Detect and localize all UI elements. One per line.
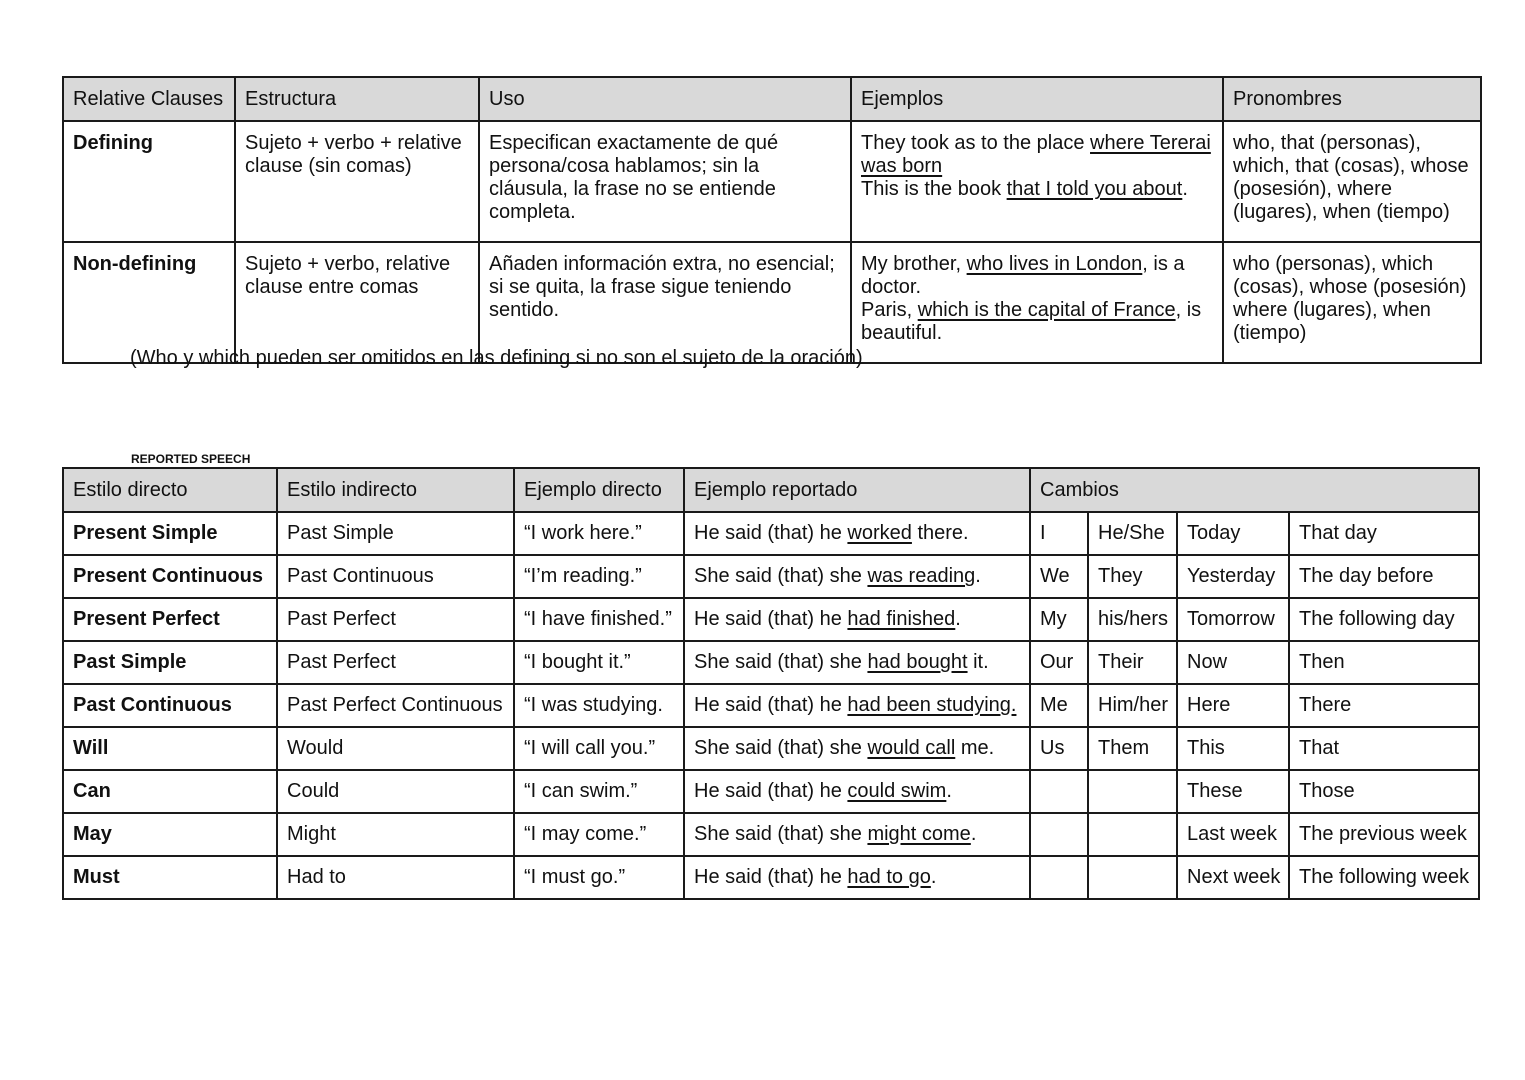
change-pronoun-from: Us	[1030, 727, 1088, 770]
change-time-to: There	[1289, 684, 1479, 727]
example-text: , is beautiful.	[861, 299, 1202, 344]
column-header: Ejemplo directo	[514, 468, 684, 512]
reported-verb: would call	[867, 737, 956, 759]
direct-example: “I have finished.”	[514, 598, 684, 641]
change-time-from: These	[1177, 770, 1289, 813]
reported-text: He said (that) he	[694, 866, 848, 888]
table-row	[63, 727, 1479, 770]
indirect-tense: Past Perfect	[277, 598, 514, 641]
reported-text: there.	[911, 522, 969, 544]
table-row	[63, 598, 1479, 641]
reported-text: .	[955, 608, 961, 630]
indirect-tense: Had to	[277, 856, 514, 899]
example-clause: that I told you about	[1006, 178, 1183, 200]
change-time-to: The following week	[1289, 856, 1479, 899]
pronouns-cell: who, that (personas), which, that (cosas), whose (posesión), where (lugares), when (tiempo)	[1223, 121, 1481, 242]
direct-tense: Past Simple	[63, 641, 277, 684]
reported-verb: could swim	[847, 780, 947, 802]
change-time-to: Those	[1289, 770, 1479, 813]
direct-example: “I was studying.	[514, 684, 684, 727]
reported-verb: had been studying.	[847, 694, 1017, 716]
change-pronoun-to: He/She	[1088, 512, 1177, 555]
change-pronoun-to: Them	[1088, 727, 1177, 770]
change-time-to: That day	[1289, 512, 1479, 555]
change-time-to: Then	[1289, 641, 1479, 684]
table-row	[63, 856, 1479, 899]
clause-type: Defining	[63, 121, 235, 242]
indirect-tense: Past Simple	[277, 512, 514, 555]
reported-example	[684, 641, 1030, 684]
reported-verb: had finished	[847, 608, 956, 630]
reported-speech-header-row	[63, 468, 1479, 512]
change-pronoun-to: Their	[1088, 641, 1177, 684]
change-time-from: Yesterday	[1177, 555, 1289, 598]
column-header: Uso	[479, 77, 851, 121]
example-text: My brother,	[861, 253, 967, 275]
table-row	[63, 512, 1479, 555]
direct-tense: May	[63, 813, 277, 856]
direct-tense: Past Continuous	[63, 684, 277, 727]
change-time-from: Tomorrow	[1177, 598, 1289, 641]
table-row	[63, 770, 1479, 813]
indirect-tense: Past Continuous	[277, 555, 514, 598]
direct-tense: Can	[63, 770, 277, 813]
reported-verb: had bought	[867, 651, 968, 673]
reported-text: .	[975, 565, 981, 587]
reported-text: She said (that) she	[694, 565, 868, 587]
direct-example: “I must go.”	[514, 856, 684, 899]
change-pronoun-from	[1030, 813, 1088, 856]
change-time-from: This	[1177, 727, 1289, 770]
reported-text: She said (that) she	[694, 737, 868, 759]
direct-example: “I’m reading.”	[514, 555, 684, 598]
reported-text: me.	[955, 737, 995, 759]
reported-verb: might come	[867, 823, 971, 845]
column-header: Estructura	[235, 77, 479, 121]
use-cell: Especifican exactamente de qué persona/cosa hablamos; sin la cláusula, la frase no se entiende completa.	[479, 121, 851, 242]
relative-clauses-table	[62, 76, 1482, 364]
reported-verb: had to go	[847, 866, 931, 888]
reported-example	[684, 684, 1030, 727]
reported-text: She said (that) she	[694, 823, 868, 845]
reported-example	[684, 555, 1030, 598]
use-cell: Añaden información extra, no esencial; si se quita, la frase sigue teniendo sentido.	[479, 242, 851, 363]
example-clause: which is the capital of France	[917, 299, 1176, 321]
change-pronoun-from: We	[1030, 555, 1088, 598]
example-text: , is a doctor.	[861, 253, 1185, 298]
column-header: Estilo indirecto	[277, 468, 514, 512]
change-pronoun-from: I	[1030, 512, 1088, 555]
reported-text: .	[970, 823, 977, 845]
reported-example	[684, 727, 1030, 770]
example-clause: who lives in London	[966, 253, 1143, 275]
reported-text: He said (that) he	[694, 608, 848, 630]
reported-text: it.	[967, 651, 989, 673]
change-time-to: The day before	[1289, 555, 1479, 598]
table-row	[63, 684, 1479, 727]
example-text: .	[1182, 178, 1188, 200]
reported-text: .	[946, 780, 952, 802]
change-pronoun-to	[1088, 770, 1177, 813]
reported-speech-table	[62, 467, 1480, 900]
reported-example	[684, 813, 1030, 856]
structure-cell: Sujeto + verbo, relative clause entre comas	[235, 242, 479, 363]
change-pronoun-from: Our	[1030, 641, 1088, 684]
example-text: They took as to the place	[861, 132, 1091, 154]
change-pronoun-from: My	[1030, 598, 1088, 641]
examples-cell	[851, 121, 1223, 242]
column-header: Pronombres	[1223, 77, 1481, 121]
reported-text: He said (that) he	[694, 780, 848, 802]
change-pronoun-to	[1088, 813, 1177, 856]
examples-cell	[851, 242, 1223, 363]
indirect-tense: Past Perfect	[277, 641, 514, 684]
column-header: Relative Clauses	[63, 77, 235, 121]
column-header: Ejemplos	[851, 77, 1223, 121]
change-pronoun-from	[1030, 856, 1088, 899]
indirect-tense: Could	[277, 770, 514, 813]
change-time-from: Today	[1177, 512, 1289, 555]
direct-example: “I can swim.”	[514, 770, 684, 813]
change-pronoun-from: Me	[1030, 684, 1088, 727]
reported-example	[684, 512, 1030, 555]
reported-text: .	[930, 866, 937, 888]
reported-text: She said (that) she	[694, 651, 868, 673]
direct-example: “I will call you.”	[514, 727, 684, 770]
reported-example	[684, 770, 1030, 813]
omission-note: (Who y which pueden ser omitidos en las defining si no son el sujeto de la oración)	[130, 347, 863, 369]
direct-example: “I bought it.”	[514, 641, 684, 684]
direct-tense: Will	[63, 727, 277, 770]
direct-tense: Present Perfect	[63, 598, 277, 641]
change-time-to: The previous week	[1289, 813, 1479, 856]
table-row	[63, 121, 1481, 242]
change-time-from: Last week	[1177, 813, 1289, 856]
section-title: REPORTED SPEECH	[131, 452, 251, 466]
change-time-from: Now	[1177, 641, 1289, 684]
direct-tense: Present Simple	[63, 512, 277, 555]
indirect-tense: Past Perfect Continuous	[277, 684, 514, 727]
direct-example: “I work here.”	[514, 512, 684, 555]
pronouns-cell: who (personas), which (cosas), whose (posesión) where (lugares), when (tiempo)	[1223, 242, 1481, 363]
column-header: Cambios	[1030, 468, 1479, 512]
example-clause: where Tererai was born	[861, 132, 1211, 177]
change-pronoun-to: They	[1088, 555, 1177, 598]
reported-text: He said (that) he	[694, 522, 848, 544]
reported-verb: worked	[847, 522, 912, 544]
direct-tense: Must	[63, 856, 277, 899]
reported-example	[684, 598, 1030, 641]
column-header: Estilo directo	[63, 468, 277, 512]
change-time-from: Here	[1177, 684, 1289, 727]
table-row	[63, 555, 1479, 598]
reported-verb: was reading	[867, 565, 976, 587]
structure-cell: Sujeto + verbo + relative clause (sin comas)	[235, 121, 479, 242]
direct-tense: Present Continuous	[63, 555, 277, 598]
example-text: This is the book	[861, 178, 1007, 200]
table-row	[63, 242, 1481, 363]
change-pronoun-to: his/hers	[1088, 598, 1177, 641]
clause-type: Non-defining	[63, 242, 235, 363]
table-row	[63, 641, 1479, 684]
reported-text: He said (that) he	[694, 694, 848, 716]
column-header: Ejemplo reportado	[684, 468, 1030, 512]
indirect-tense: Might	[277, 813, 514, 856]
direct-example: “I may come.”	[514, 813, 684, 856]
change-pronoun-to	[1088, 856, 1177, 899]
change-pronoun-from	[1030, 770, 1088, 813]
change-time-to: The following day	[1289, 598, 1479, 641]
change-time-from: Next week	[1177, 856, 1289, 899]
table-row	[63, 813, 1479, 856]
indirect-tense: Would	[277, 727, 514, 770]
change-time-to: That	[1289, 727, 1479, 770]
reported-example	[684, 856, 1030, 899]
change-pronoun-to: Him/her	[1088, 684, 1177, 727]
example-text: Paris,	[861, 299, 918, 321]
relative-clauses-header-row	[63, 77, 1481, 121]
